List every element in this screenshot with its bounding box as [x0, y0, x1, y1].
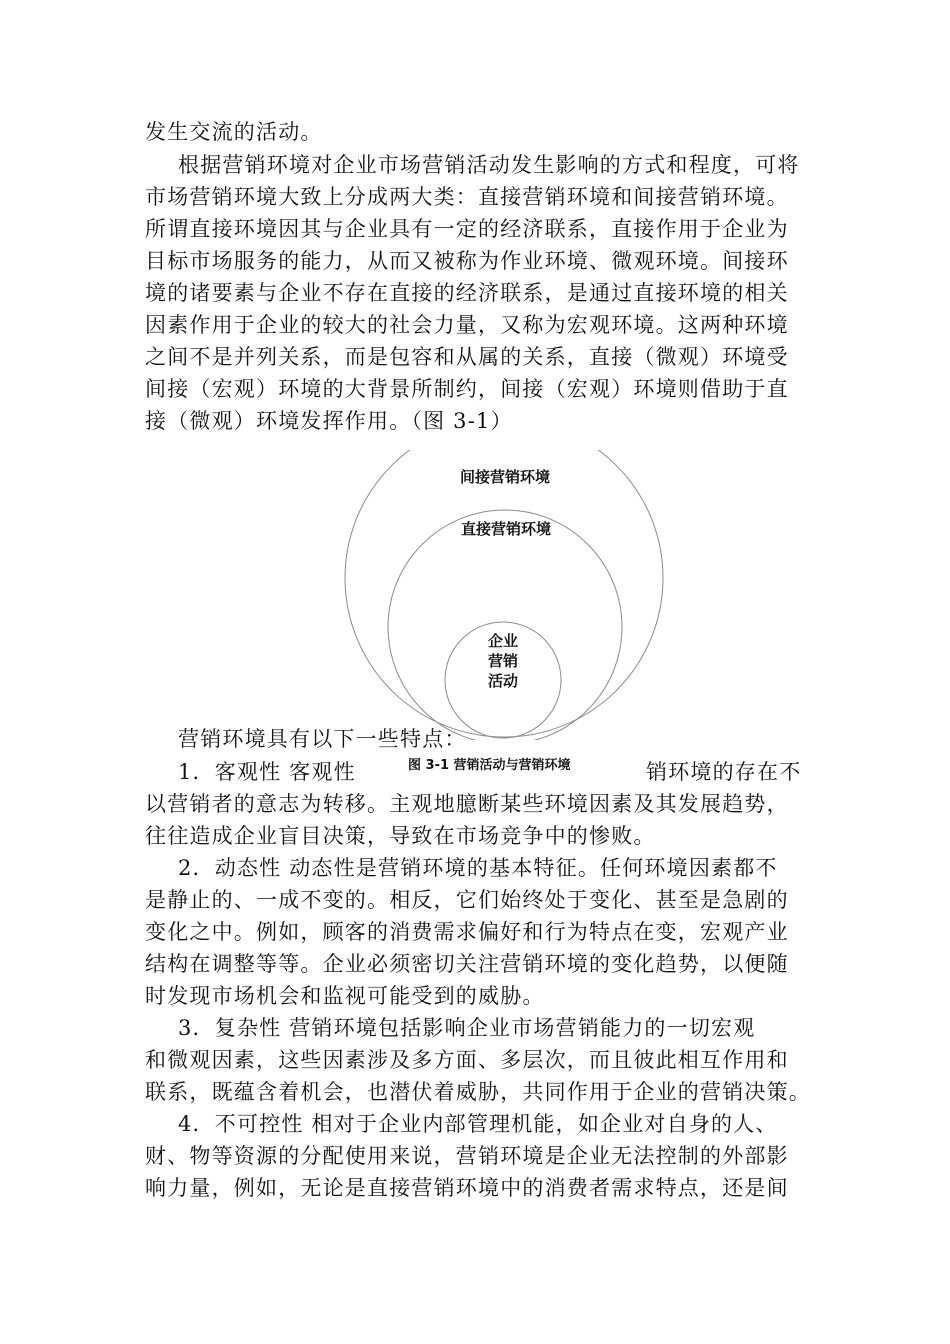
paragraph-line: 根据营销环境对企业市场营销活动发生影响的方式和程度，可将	[178, 153, 800, 177]
paragraph-line: 发生交流的活动。	[145, 120, 323, 144]
paragraph-line: 目标市场服务的能力，从而又被称为作业环境、微观环境。间接环	[145, 249, 789, 273]
paragraph-line: 变化之中。例如，顾客的消费需求偏好和行为特点在变，宏观产业	[145, 920, 789, 944]
paragraph-line: 时发现市场机会和监视可能受到的威胁。	[145, 984, 545, 1008]
circles-svg	[340, 450, 670, 740]
paragraph-line: 3．复杂性 营销环境包括影响企业市场营销能力的一切宏观	[178, 1016, 756, 1040]
paragraph-line: 1．客观性 客观性	[178, 760, 356, 784]
middle-circle-label: 直接营销环境	[460, 520, 551, 538]
paragraph-line: 营销环境具有以下一些特点：	[178, 727, 467, 751]
paragraph-line: 间接（宏观）环境的大背景所制约，间接（宏观）环境则借助于直	[145, 377, 789, 401]
paragraph-line: 接（微观）环境发挥作用。（图 3-1）	[145, 409, 513, 433]
paragraph-line: 响力量，例如，无论是直接营销环境中的消费者需求特点，还是间	[145, 1176, 789, 1200]
paragraph-line: 是静止的、一成不变的。相反，它们始终处于变化、甚至是急剧的	[145, 888, 789, 912]
paragraph-line: 以营销者的意志为转移。主观地臆断某些环境因素及其发展趋势，	[145, 792, 789, 816]
paragraph-line: 结构在调整等等。企业必须密切关注营销环境的变化趋势，以便随	[145, 952, 789, 976]
paragraph-line: 往往造成企业盲目决策，导致在市场竞争中的惨败。	[145, 824, 656, 848]
inner-circle-label: 活动	[487, 672, 518, 690]
paragraph-line: 境的诸要素与企业不存在直接的经济联系，是通过直接环境的相关	[145, 281, 789, 305]
outer-circle-label: 间接营销环境	[459, 468, 550, 486]
paragraph-line: 2．动态性 动态性是营销环境的基本特征。任何环境因素都不	[178, 856, 778, 880]
paragraph-line: 和微观因素，这些因素涉及多方面、多层次，而且彼此相互作用和	[145, 1048, 789, 1072]
inner-circle-label: 企业	[487, 632, 518, 650]
paragraph-line: 4．不可控性 相对于企业内部管理机能，如企业对自身的人、	[178, 1112, 778, 1136]
nested-circles-diagram	[340, 450, 670, 740]
paragraph-line: 联系，既蕴含着机会，也潜伏着威胁，共同作用于企业的营销决策。	[145, 1080, 811, 1104]
middle-circle	[388, 510, 622, 740]
paragraph-line: 市场营销环境大致上分成两大类：直接营销环境和间接营销环境。	[145, 185, 789, 209]
inner-circle-label: 营销	[487, 652, 518, 670]
paragraph-line: 因素作用于企业的较大的社会力量，又称为宏观环境。这两种环境	[145, 313, 789, 337]
paragraph-line: 财、物等资源的分配使用来说，营销环境是企业无法控制的外部影	[145, 1144, 789, 1168]
figure-caption: 图 3-1 营销活动与营销环境	[408, 754, 571, 773]
paragraph-line: 之间不是并列关系，而是包容和从属的关系，直接（微观）环境受	[145, 345, 789, 369]
paragraph-line: 销环境的存在不	[646, 760, 802, 784]
paragraph-line: 所谓直接环境因其与企业具有一定的经济联系，直接作用于企业为	[145, 217, 789, 241]
